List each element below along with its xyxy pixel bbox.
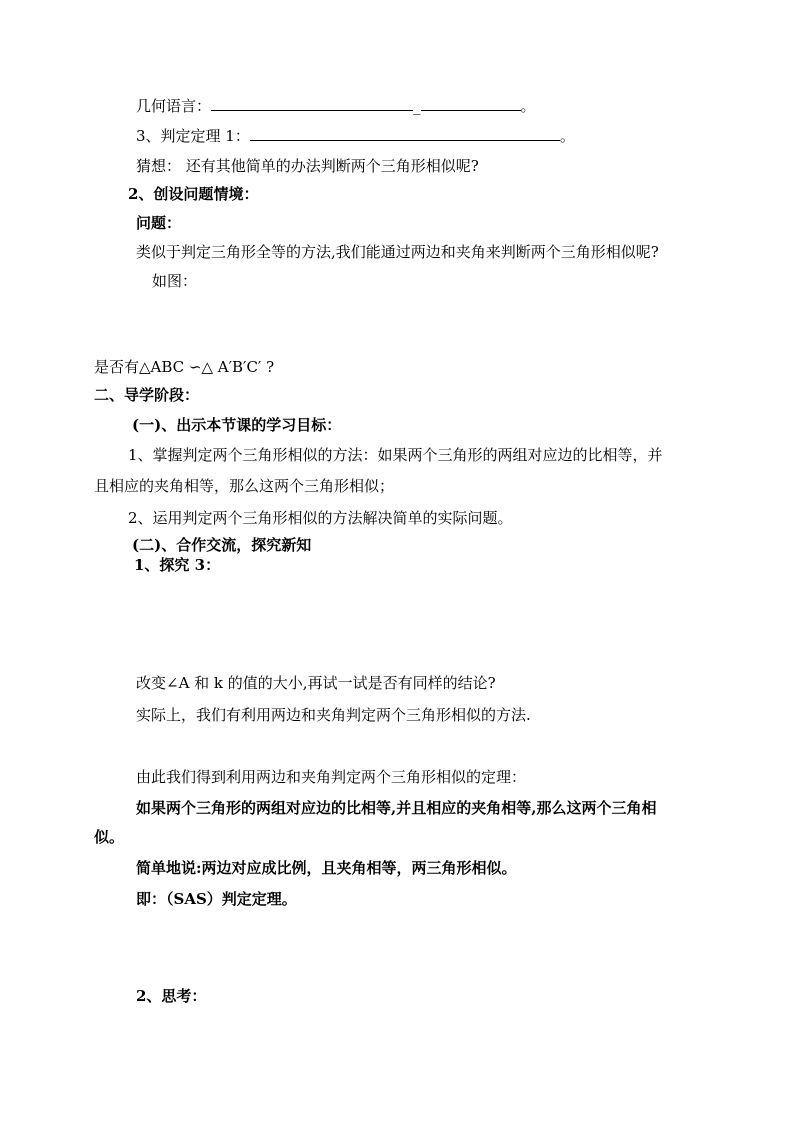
change-values-line: 改变∠A 和 k 的值的大小,再试一试是否有同样的结论?: [136, 674, 496, 692]
question-text: 类似于判定三角形全等的方法,我们能通过两边和夹角来判断两个三角形相似呢?: [136, 243, 659, 261]
theorem1-end: 。: [559, 127, 575, 145]
geometry-language-mid-mark: _: [413, 97, 421, 115]
geometry-language-blank-2[interactable]: [421, 96, 521, 111]
guess-line: 猜想： 还有其他简单的办法判断两个三角形相似呢?: [136, 157, 479, 175]
geometry-language-end: 。: [520, 97, 536, 115]
goal-1-line-b: 且相应的夹角相等，那么这两个三角形相似；: [94, 477, 395, 495]
theorem1-label: 3、判定定理 1：: [136, 127, 250, 145]
actually-line: 实际上，我们有利用两边和夹角判定两个三角形相似的方法.: [136, 706, 531, 724]
theorem-statement-a: 如果两个三角形的两组对应边的比相等,并且相应的夹角相等,那么这两个三角相: [136, 799, 657, 817]
section-create-scenario: 2、创设问题情境：: [128, 185, 259, 203]
question-label: 问题：: [136, 214, 182, 232]
simply-put-line: 简单地说:两边对应成比例，且夹角相等，两三角形相似。: [136, 859, 517, 877]
goal-1-line-a: 1、掌握判定两个三角形相似的方法：如果两个三角形的两组对应边的比相等，并: [128, 446, 663, 464]
learning-goals-title: (一)、出示本节课的学习目标：: [132, 416, 342, 434]
theorem1-blank[interactable]: [250, 126, 560, 141]
section-guided-stage: 二、导学阶段：: [94, 386, 200, 404]
theorem-statement-b: 似。: [94, 828, 125, 846]
think-2-label: 2、思考：: [136, 987, 207, 1005]
theorem1-line: [136, 126, 575, 146]
geometry-language-label: 几何语言：: [136, 97, 212, 115]
geometry-language-line: [136, 96, 536, 116]
as-figure-label: 如图：: [152, 272, 198, 290]
thereby-line: 由此我们得到利用两边和夹角判定两个三角形相似的定理：: [136, 768, 527, 786]
geometry-language-blank-1[interactable]: [211, 96, 413, 111]
explore-3-label: 1、探究 3：: [134, 556, 221, 574]
is-similar-question: 是否有△ABC ∽△ A′B′C′ ?: [94, 358, 275, 376]
sas-theorem-line: 即：（SAS）判定定理。: [136, 890, 297, 908]
cooperation-title: (二)、合作交流，探究新知: [132, 536, 312, 554]
goal-2: 2、运用判定两个三角形相似的方法解决简单的实际问题。: [128, 509, 513, 527]
